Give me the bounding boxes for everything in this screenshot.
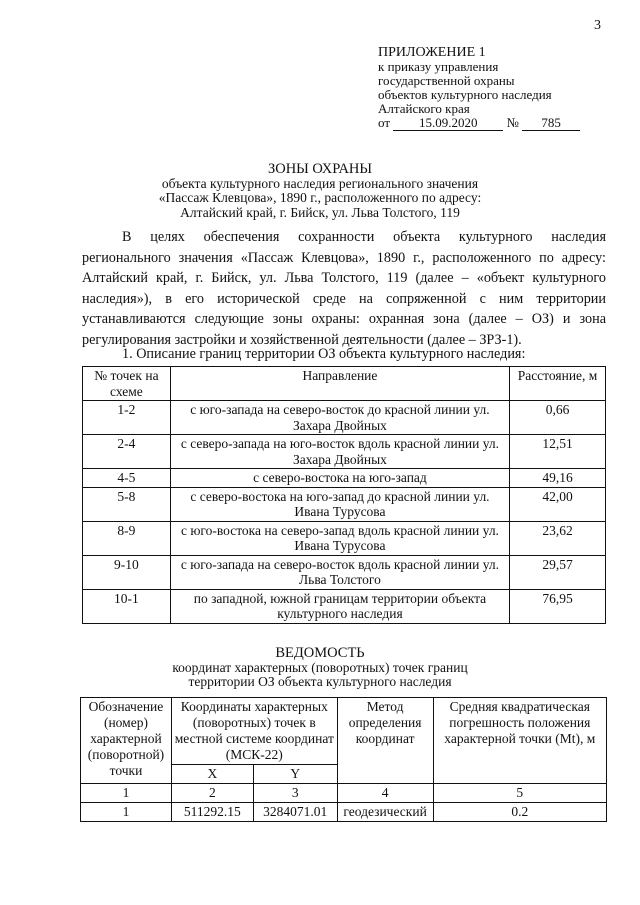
table-header-row — [81, 698, 607, 765]
table-cell: по западной, южной границам территории объекта культурного наследия — [170, 589, 509, 623]
appendix-line: Алтайского края — [378, 101, 470, 116]
table-cell: 5-8 — [83, 487, 171, 521]
vedomost-heading — [40, 646, 600, 690]
column-number: 1 — [81, 784, 172, 803]
table-cell: 9-10 — [83, 555, 171, 589]
from-label: от — [378, 115, 391, 130]
table-cell: 1 — [81, 803, 172, 822]
appendix-title: ПРИЛОЖЕНИЕ 1 — [378, 45, 486, 60]
zones-title: ЗОНЫ ОХРАНЫ — [267, 161, 373, 177]
header-cell: Направление — [170, 367, 509, 401]
table-row — [83, 435, 606, 469]
header-cell-x: X — [171, 765, 253, 784]
table-cell: 0.2 — [433, 803, 606, 822]
table-cell: с юго-востока на северо-запад вдоль красной линии ул. Ивана Турусова — [170, 521, 509, 555]
order-number: 785 — [522, 116, 580, 131]
zones-heading — [40, 162, 600, 220]
table-header-row — [83, 367, 606, 401]
table-cell: с северо-запада на юго-восток вдоль красной линии ул. Захара Двойных — [170, 435, 509, 469]
header-cell: № точек на схеме — [83, 367, 171, 401]
table-row — [83, 555, 606, 589]
intro-paragraph: В целях обеспечения сохранности объекта культурного наследия регионального значения «Пассаж Клевцова», 1890 г., расположенного по адресу: Алтайский край, г. Бийск, ул. Льва Толстого, 119 (далее – «объект культурного наследия»), в его исторической среде на сопряженной с ним территории устанавливаются следующие зоны охраны: охранная зона (далее – ОЗ) и зона регулирования застройки и хозяйственной деятельности (далее – ЗРЗ-1). — [82, 229, 606, 348]
number-label: № — [506, 115, 519, 130]
table-cell: 12,51 — [510, 435, 606, 469]
table-cell: 511292.15 — [171, 803, 253, 822]
header-cell-y: Y — [253, 765, 337, 784]
appendix-line: объектов культурного наследия — [378, 87, 552, 102]
zones-subtitle-line: объекта культурного наследия регионального значения — [161, 175, 479, 191]
vedomost-subtitle-line: территории ОЗ объекта культурного наследия — [188, 674, 452, 689]
coordinates-table — [80, 697, 607, 822]
column-number-row — [81, 784, 607, 803]
order-date: 15.09.2020 — [393, 116, 503, 131]
appendix-header — [378, 46, 580, 131]
table-cell: 4-5 — [83, 469, 171, 488]
table-row — [83, 487, 606, 521]
table-cell: с северо-востока на юго-запад — [170, 469, 509, 488]
table-cell: с северо-востока на юго-запад до красной линии ул. Ивана Турусова — [170, 487, 509, 521]
table-cell: 8-9 — [83, 521, 171, 555]
appendix-line: к приказу управления — [378, 59, 499, 74]
table-cell: 2-4 — [83, 435, 171, 469]
header-cell: Расстояние, м — [510, 367, 606, 401]
table-row — [83, 469, 606, 488]
boundary-table — [82, 366, 606, 624]
header-cell: Метод определения координат — [337, 698, 433, 784]
table-row — [83, 521, 606, 555]
table-cell: 29,57 — [510, 555, 606, 589]
table-cell: 23,62 — [510, 521, 606, 555]
appendix-line: государственной охраны — [378, 73, 515, 88]
table-cell: 76,95 — [510, 589, 606, 623]
table-cell: 0,66 — [510, 401, 606, 435]
header-cell: Координаты характерных (поворотных) точек в местной системе координат (МСК-22) — [171, 698, 337, 765]
column-number: 4 — [337, 784, 433, 803]
table-cell: 3284071.01 — [253, 803, 337, 822]
table-cell: 49,16 — [510, 469, 606, 488]
header-cell: Обозначение (номер) характерной (поворотной) точки — [81, 698, 172, 784]
page-number: 3 — [594, 18, 601, 33]
section-title: 1. Описание границ территории ОЗ объекта культурного наследия: — [122, 346, 526, 362]
vedomost-subtitle-line: координат характерных (поворотных) точек границ — [172, 659, 468, 675]
table-cell: 1-2 — [83, 401, 171, 435]
column-number: 5 — [433, 784, 606, 803]
header-cell: Средняя квадратическая погрешность положения характерной точки (Mt), м — [433, 698, 606, 784]
column-number: 3 — [253, 784, 337, 803]
appendix-date-line — [378, 116, 580, 131]
table-cell: геодезический — [337, 803, 433, 822]
table-cell: 10-1 — [83, 589, 171, 623]
zones-subtitle-line: Алтайский край, г. Бийск, ул. Льва Толстого, 119 — [180, 204, 460, 220]
table-row — [81, 803, 607, 822]
zones-subtitle-line: «Пассаж Клевцова», 1890 г., расположенного по адресу: — [158, 190, 482, 205]
table-row — [83, 589, 606, 623]
table-row — [83, 401, 606, 435]
column-number: 2 — [171, 784, 253, 803]
table-cell: 42,00 — [510, 487, 606, 521]
vedomost-title: ВЕДОМОСТЬ — [275, 645, 365, 661]
table-cell: с юго-запада на северо-восток вдоль красной линии ул. Льва Толстого — [170, 555, 509, 589]
table-cell: с юго-запада на северо-восток до красной линии ул. Захара Двойных — [170, 401, 509, 435]
